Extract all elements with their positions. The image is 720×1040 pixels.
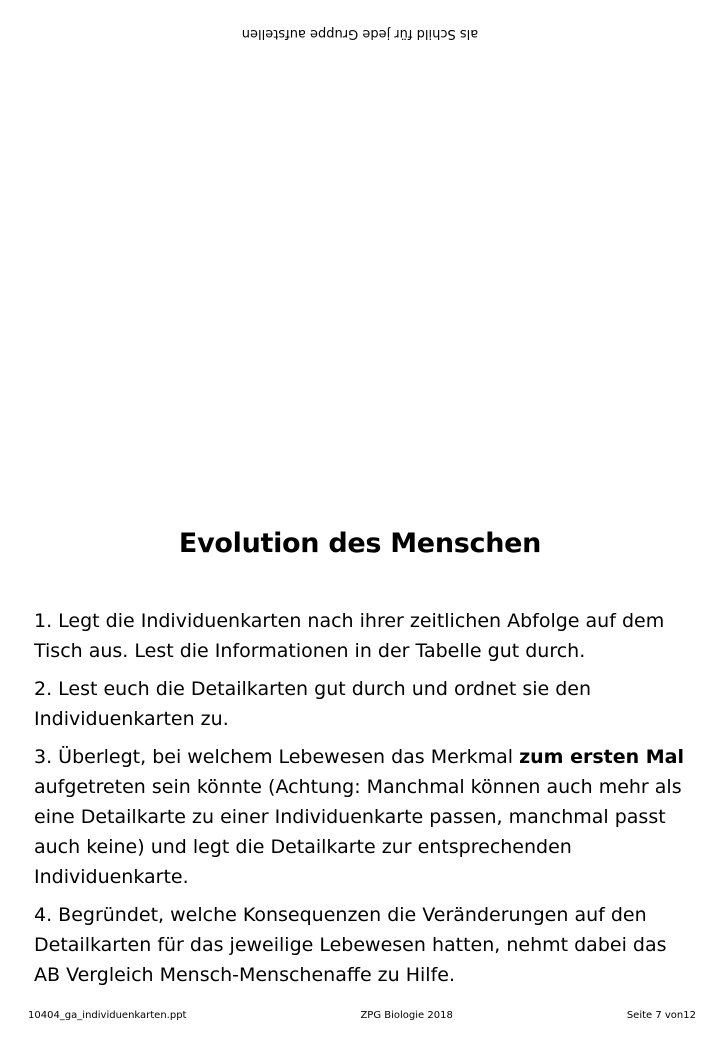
task-step-2: 2. Lest euch die Detailkarten gut durch und ordnet sie den Individuenkarten zu. xyxy=(34,678,592,730)
task-list xyxy=(34,606,694,998)
emphasis-text: zum ersten Mal xyxy=(519,746,685,768)
upside-down-instruction: als Schild für jede Gruppe aufstellen xyxy=(241,26,479,41)
task-step-1: 1. Legt die Individuenkarten nach ihrer zeitlichen Abfolge auf dem Tisch aus. Lest die Informationen in der Tabelle gut durch. xyxy=(34,610,665,662)
footer-filename: 10404_ga_individuenkarten.ppt xyxy=(28,1010,187,1021)
footer-page-number: Seite 7 von12 xyxy=(626,1010,696,1021)
footer-source: ZPG Biologie 2018 xyxy=(360,1010,453,1021)
page-title: Evolution des Menschen xyxy=(178,528,542,559)
page-footer xyxy=(28,1010,696,1021)
task-step-4: 4. Begründet, welche Konsequenzen die Veränderungen auf den Detailkarten für das jeweilige Lebewesen hatten, nehmt dabei das AB Vergleich Mensch-Menschenaffe zu Hilfe. xyxy=(34,904,667,986)
task-step-3: 3. Überlegt, bei welchem Lebewesen das Merkmal zum ersten Mal aufgetreten sein könnte (Achtung: Manchmal können auch mehr als eine Detailkarte zu einer Individuenkarte passen, manchmal passt auch keine) und legt die Detailkarte zur entsprechenden Individuenkarte. xyxy=(34,746,685,888)
